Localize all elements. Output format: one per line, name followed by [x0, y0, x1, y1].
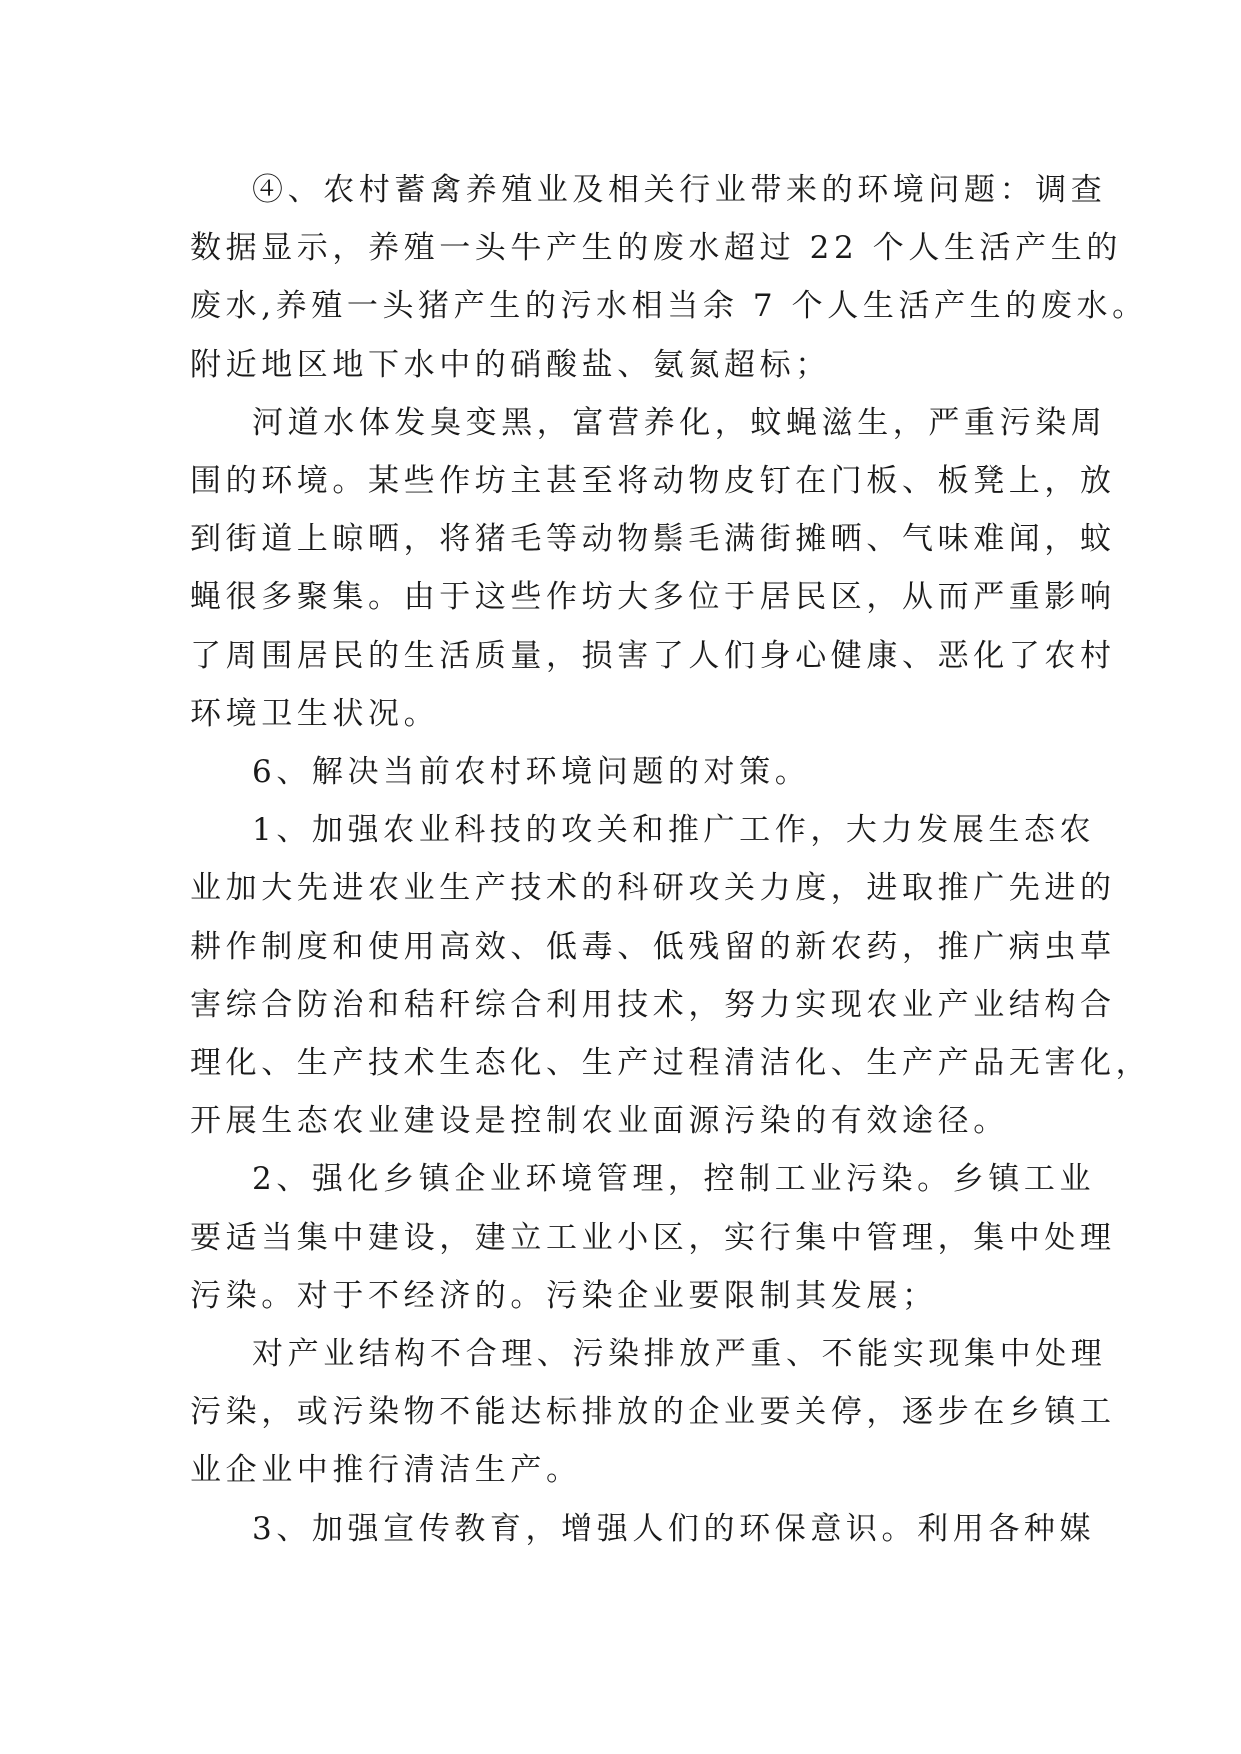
text-line: 围的环境。某些作坊主甚至将动物皮钉在门板、板凳上，放	[190, 463, 1116, 500]
text-line: 2、强化乡镇企业环境管理，控制工业污染。乡镇工业	[252, 1161, 1096, 1198]
text-line: 了周围居民的生活质量，损害了人们身心健康、恶化了农村	[190, 637, 1116, 674]
text-line: 废水,养殖一头猪产生的污水相当余 7 个人生活产生的废水。	[190, 288, 1148, 325]
text-line: 业加大先进农业生产技术的科研攻关力度，进取推广先进的	[190, 870, 1116, 907]
text-line: ④、农村蓄禽养殖业及相关行业带来的环境问题：调查	[252, 172, 1107, 208]
text-line: 6、解决当前农村环境问题的对策。	[252, 754, 811, 791]
paragraph-livestock-pollution	[190, 161, 1148, 394]
section-heading-countermeasures	[190, 743, 1058, 801]
text-line: 耕作制度和使用高效、低毒、低残留的新农药，推广病虫草	[190, 928, 1116, 965]
text-line: 对产业结构不合理、污染排放严重、不能实现集中处理	[252, 1336, 1107, 1373]
text-line: 数据显示，养殖一头牛产生的废水超过 22 个人生活产生的	[190, 230, 1122, 267]
paragraph-publicity-education	[190, 1500, 1096, 1558]
text-line: 害综合防治和秸秆综合利用技术，努力实现农业产业结构合	[190, 986, 1116, 1023]
paragraph-river-pollution	[190, 394, 1116, 743]
text-line: 1、加强农业科技的攻关和推广工作，大力发展生态农	[252, 812, 1096, 849]
text-line: 河道水体发臭变黑，富营养化，蚊蝇滋生，严重污染周	[252, 404, 1107, 441]
text-line: 理化、生产技术生态化、生产过程清洁化、生产产品无害化，	[190, 1045, 1152, 1082]
text-line: 污染。对于不经济的。污染企业要限制其发展；	[190, 1277, 938, 1314]
text-line: 3、加强宣传教育，增强人们的环保意识。利用各种媒	[252, 1510, 1096, 1547]
text-line: 到街道上晾晒，将猪毛等动物鬃毛满街摊晒、气味难闻，蚊	[190, 521, 1116, 558]
text-line: 要适当集中建设，建立工业小区，实行集中管理，集中处理	[190, 1219, 1116, 1256]
paragraph-township-enterprise	[190, 1150, 1116, 1325]
text-line: 开展生态农业建设是控制农业面源污染的有效途径。	[190, 1103, 1009, 1140]
document-body	[190, 161, 1152, 1558]
paragraph-close-polluters	[190, 1325, 1116, 1500]
text-line: 蝇很多聚集。由于这些作坊大多位于居民区，从而严重影响	[190, 579, 1116, 616]
text-line: 污染，或污染物不能达标排放的企业要关停，逐步在乡镇工	[190, 1394, 1116, 1431]
text-line: 附近地区地下水中的硝酸盐、氨氮超标；	[190, 346, 831, 383]
text-line: 环境卫生状况。	[190, 695, 440, 732]
text-line: 业企业中推行清洁生产。	[190, 1452, 582, 1489]
paragraph-agri-tech	[190, 801, 1152, 1150]
